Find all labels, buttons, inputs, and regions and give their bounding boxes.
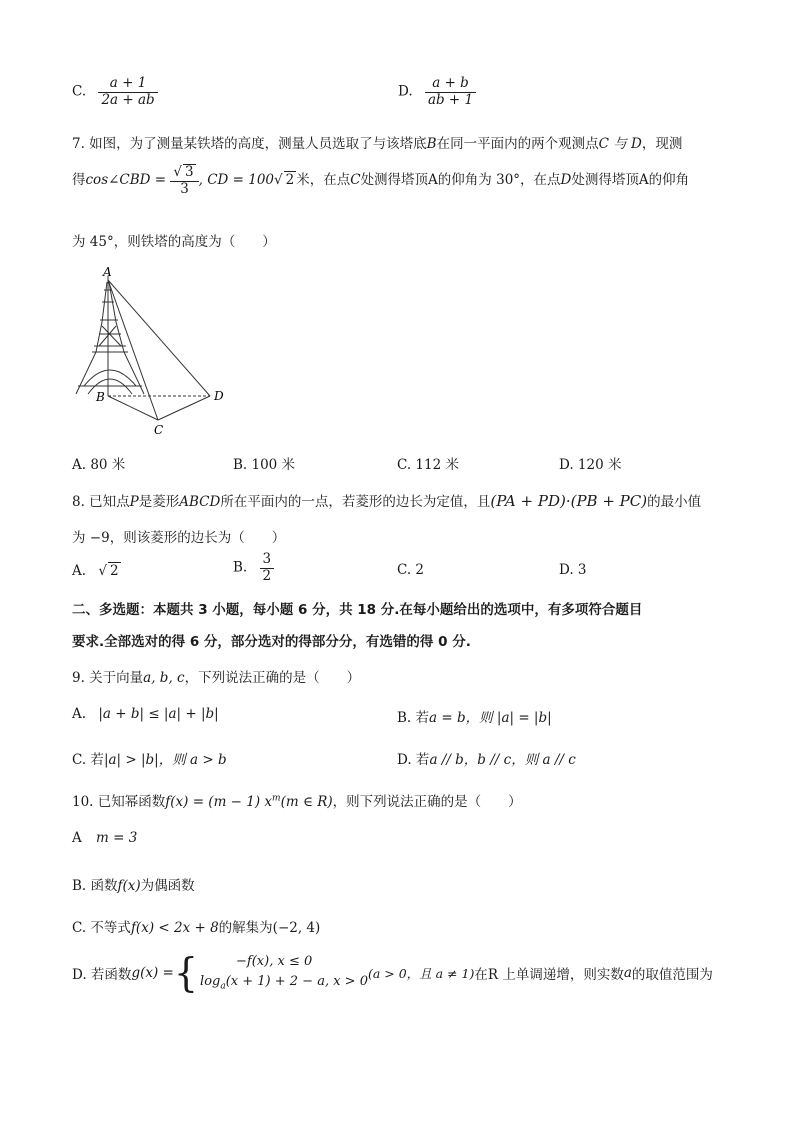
variable-a: a [623,964,632,981]
text: 得 [72,172,86,189]
denominator: 2 [262,567,272,584]
text: 为偶函数 [140,878,195,894]
text: 10. 已知幂函数 [72,794,166,810]
option-label: A. [72,706,87,722]
piecewise-cases [200,952,368,994]
q6-option-c [72,76,158,108]
point-b: B [426,136,437,152]
q10-option-d [72,949,713,996]
function: g(x) = [131,964,174,981]
inequality: f(x) < 2x + 8 [130,920,219,936]
fraction [425,76,476,108]
numerator: √ 3 [170,164,198,182]
q9-stem [72,666,360,686]
q6-option-d [398,76,476,108]
option-label: D. 若 [397,752,430,768]
option-label: B. 若 [397,710,430,726]
fraction-sqrt3-over-3 [170,164,198,197]
q7-option-c: C. 112 米 [397,457,459,473]
tower-figure [66,262,236,442]
option-label: B. [233,559,248,576]
q8-option-c: C. 2 [397,562,425,578]
sqrt-expression: √ 2 [98,563,119,579]
denominator: 2a + ab [101,91,155,108]
q8-option-b [233,552,274,584]
rhombus-name: ABCD [179,494,221,510]
text: 7. 如图，为了测量某铁塔的高度，测量人员选取了与该塔底 [72,136,427,152]
text: ，则下列说法正确的是（ ） [332,794,522,810]
section2-heading-line1: 二、多选题：本题共 3 小题，每小题 6 分，共 18 分.在每小题给出的选项中，有多项符合题目 [72,602,643,618]
text: 在同一平面内的两个观测点 [436,136,599,152]
expression: m = 3 [96,830,138,846]
text: 的最小值 [647,494,702,510]
q10-option-b [72,874,195,894]
option-label: C. 若 [72,752,104,768]
text: 的取值范围为 [631,966,713,983]
label-a: A [103,265,112,279]
denominator: 3 [180,180,189,197]
sqrt-arg: 2 [285,172,295,189]
sqrt-arg: 3 [185,164,194,180]
q7-stem-line2: 得cos∠CBD = $\frac{√ 3}{3}$ , CD = 100√ 2 米，在点C处测得塔顶A的仰角为 30°，在点D处测得塔顶A的仰角 [72,164,690,197]
q7-option-b: B. 100 米 [233,457,296,473]
sqrt-arg: 2 [109,563,119,579]
q7-stem-line1 [72,132,682,152]
option-label: A [72,830,82,846]
function-expression: f(x) = (m − 1) x [165,794,273,810]
label-b: B [96,390,105,404]
condition: (a > 0，且 a ≠ 1) [367,965,475,981]
log: log [200,973,221,989]
numerator: a + 1 [98,76,157,93]
function: f(x) [117,878,141,894]
point-c: C [350,172,361,189]
expression: a // b，b // c，则 a // c [429,752,576,768]
log-base: a [220,981,226,992]
expression: a = b，则 |a| = |b| [429,710,552,726]
text: 处测得塔顶A的仰角 [571,172,690,189]
option-label: C. 不等式 [72,920,131,936]
vector-expression: (PA + PD)·(PB + PC) [490,492,648,510]
option-label: B. 函数 [72,878,118,894]
cd-expression: , CD = 100 [198,172,275,189]
q10-stem [72,790,522,810]
expression: |a| > |b|，则 a > b [103,752,227,768]
text: 是菱形 [138,494,180,510]
q10-option-c [72,916,320,936]
q8-option-d: D. 3 [559,562,587,578]
q9-option-b [397,706,552,726]
q9-option-d [397,748,576,768]
label-d: D [214,389,224,403]
brace: { [173,949,199,996]
q7-stem-line3: 为 45°，则铁塔的高度为（ ） [72,234,276,250]
text: ，现测 [641,136,683,152]
q10-option-a [72,830,137,846]
q7-option-a: A. 80 米 [72,457,126,473]
text: ，下列说法正确的是（ ） [184,670,361,686]
interval: (−2, 4) [272,920,321,936]
q9-option-a [72,706,219,722]
eiffel-tower-illustration [76,276,144,394]
q7-option-d: D. 120 米 [559,457,622,473]
section2-heading-line2: 要求.全部选对的得 6 分，部分选对的得部分分，有选错的得 0 分. [72,634,471,650]
cos-expression: cos∠CBD = [85,172,167,189]
denominator: ab + 1 [427,91,474,108]
numerator: 3 [260,552,275,569]
point-p: P [129,494,139,510]
exponent: m [272,793,281,804]
option-label: A. [72,563,87,579]
numerator: a + b [425,76,476,93]
text: 的解集为 [218,920,273,936]
case-1: −f(x), x ≤ 0 [236,954,313,969]
label-c: C [154,423,164,437]
option-label: C. [72,83,87,100]
text: 米，在点 [296,172,351,189]
text: 所在平面内的一点，若菱形的边长为定值，且 [220,494,491,510]
case-2 [200,972,368,994]
point-d: D [560,172,572,189]
domain: (m ∈ R) [280,794,333,810]
text: 8. 已知点 [72,494,130,510]
q8-stem-line2: 为 −9，则该菱形的边长为（ ） [72,530,286,546]
vectors: a, b, c [143,670,185,686]
option-label: D. 若函数 [72,966,132,983]
option-d-content [72,949,713,996]
text: 处测得塔顶A的仰角为 30°，在点 [360,172,561,189]
option-label: D. [398,83,413,100]
fraction [98,76,157,108]
q9-option-c [72,748,227,768]
fraction [260,552,275,584]
case-2-rest: (x + 1) + 2 − a, x > 0 [225,973,368,989]
q8-option-a [72,562,121,579]
points-cd: C 与 D [598,136,642,152]
text: 9. 关于向量 [72,670,144,686]
expression: |a + b| ≤ |a| + |b| [98,706,219,722]
q8-stem-line1 [72,490,701,510]
text: 在R 上单调递增，则实数 [474,966,624,983]
